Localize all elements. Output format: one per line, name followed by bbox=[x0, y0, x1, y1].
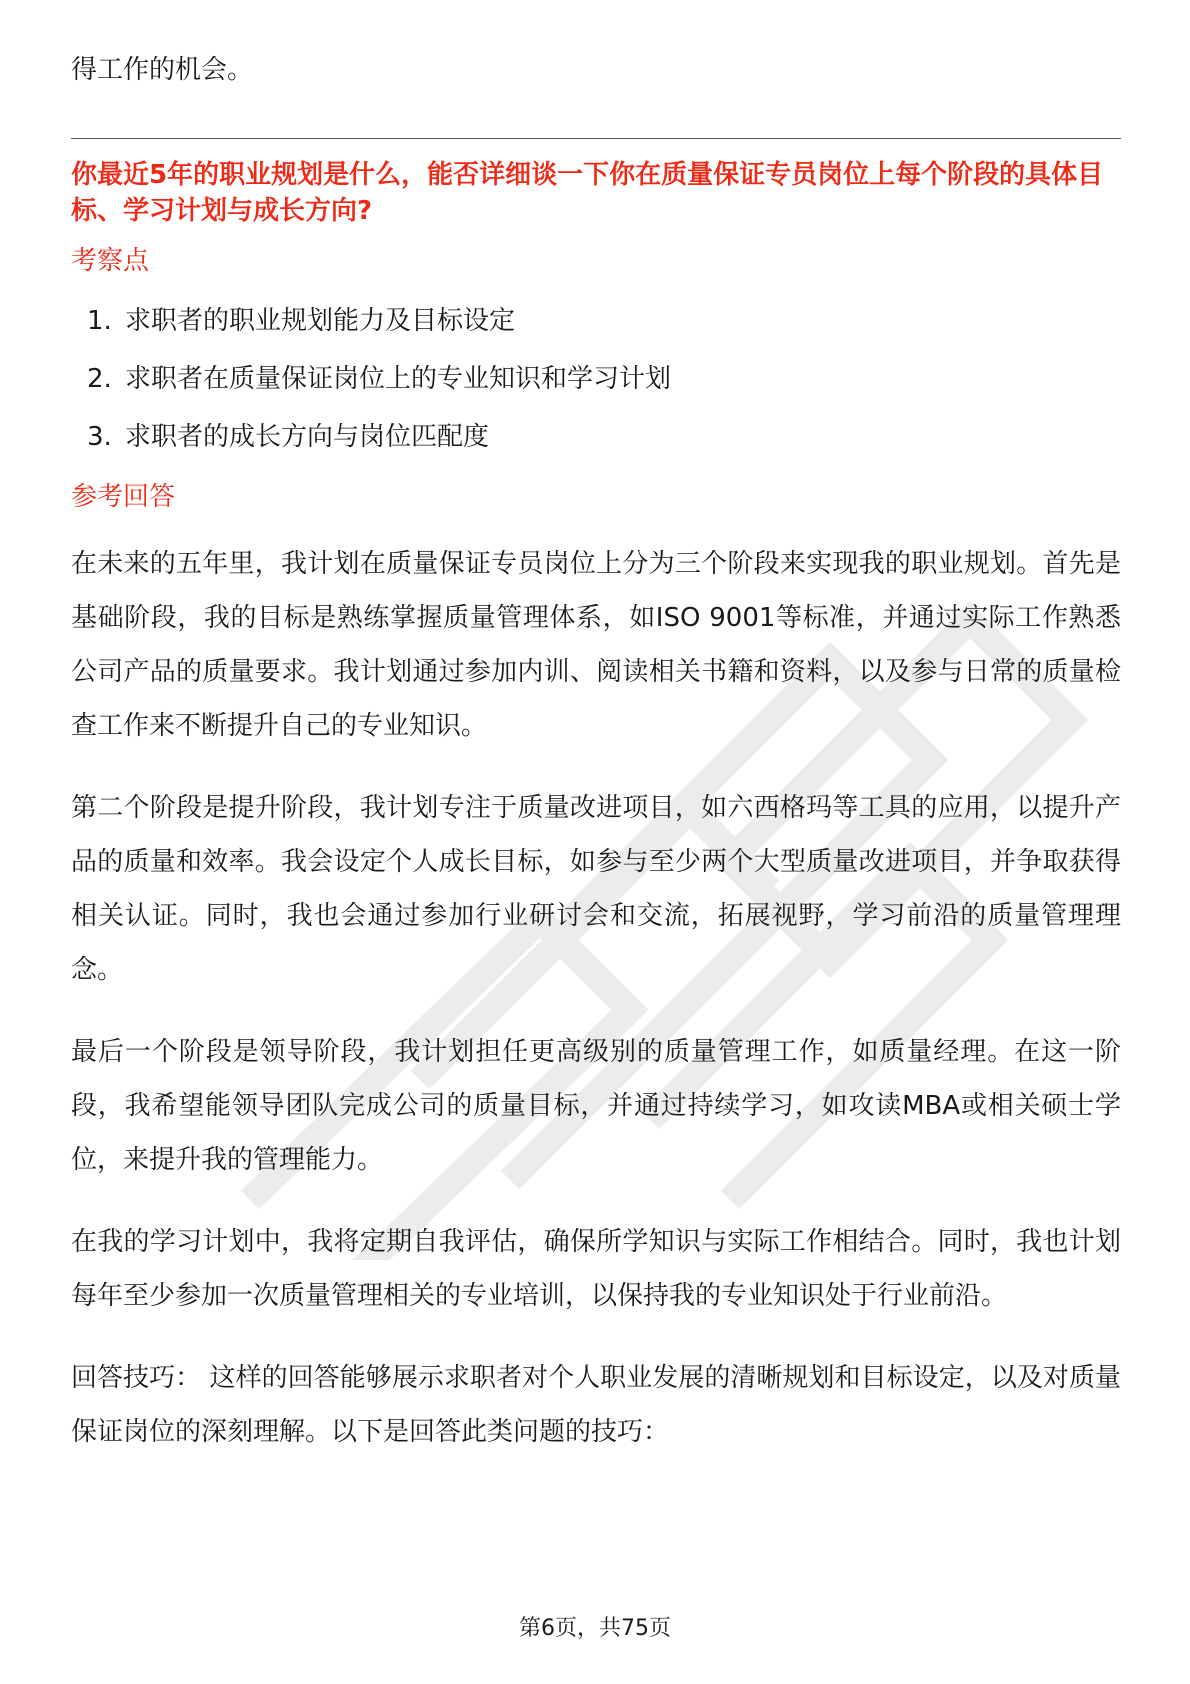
question-heading: 你最近5年的职业规划是什么，能否详细谈一下你在质量保证专员岗位上每个阶段的具体目标、学习计划与成长方向? bbox=[71, 160, 1104, 226]
page-content bbox=[71, 50, 1121, 1479]
list-item-number: 2. bbox=[87, 364, 112, 394]
answer-paragraph: 在我的学习计划中，我将定期自我评估，确保所学知识与实际工作相结合。同时，我也计划每年至少参加一次质量管理相关的专业培训，以保持我的专业知识处于行业前沿。 bbox=[71, 1227, 1121, 1311]
answer-paragraph: 第二个阶段是提升阶段，我计划专注于质量改进项目，如六西格玛等工具的应用，以提升产品的质量和效率。我会设定个人成长目标，如参与至少两个大型质量改进项目，并争取获得相关认证。同时，我也会通过参加行业研讨会和交流，拓展视野，学习前沿的质量管理理念。 bbox=[71, 793, 1121, 985]
list-item bbox=[71, 359, 1121, 399]
list-item-text: 求职者的成长方向与岗位匹配度 bbox=[125, 422, 490, 452]
assessment-title: 考察点 bbox=[71, 246, 150, 276]
list-item bbox=[71, 301, 1121, 341]
page-number: 第6页，共75页 bbox=[519, 1616, 671, 1641]
list-item-text: 求职者的职业规划能力及目标设定 bbox=[125, 306, 516, 336]
reference-title: 参考回答 bbox=[71, 482, 176, 512]
list-item-number: 3. bbox=[87, 422, 112, 452]
list-item-text: 求职者在质量保证岗位上的专业知识和学习计划 bbox=[125, 364, 672, 394]
answer-tips-paragraph: 回答技巧： 这样的回答能够展示求职者对个人职业发展的清晰规划和目标设定，以及对质量保证岗位的深刻理解。以下是回答此类问题的技巧： bbox=[71, 1363, 1121, 1447]
answer-paragraph: 在未来的五年里，我计划在质量保证专员岗位上分为三个阶段来实现我的职业规划。首先是基础阶段，我的目标是熟练掌握质量管理体系，如ISO 9001等标准，并通过实际工作熟悉公司产品的质量要求。我计划通过参加内训、阅读相关书籍和资料，以及参与日常的质量检查工作来不断提升自己的专业知识。 bbox=[71, 549, 1121, 741]
list-item-number: 1. bbox=[87, 306, 112, 336]
list-item bbox=[71, 417, 1121, 457]
assessment-list bbox=[71, 301, 1121, 457]
lead-text: 得工作的机会。 bbox=[71, 55, 254, 85]
answer-paragraph: 最后一个阶段是领导阶段，我计划担任更高级别的质量管理工作，如质量经理。在这一阶段，我希望能领导团队完成公司的质量目标，并通过持续学习，如攻读MBA或相关硕士学位，来提升我的管理能力。 bbox=[71, 1037, 1121, 1175]
section-divider bbox=[71, 138, 1121, 139]
